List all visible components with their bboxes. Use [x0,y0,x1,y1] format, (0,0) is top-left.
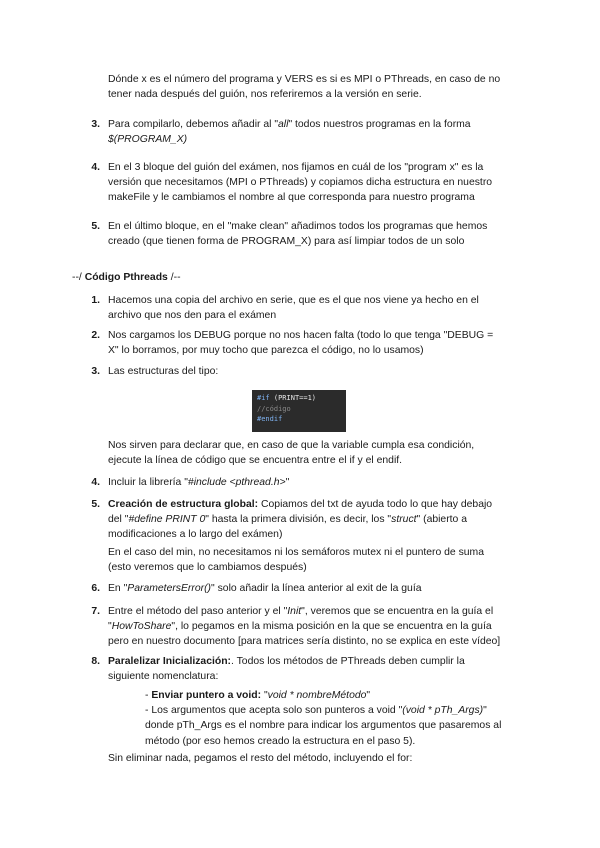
list-item: Paralelizar Inicialización:. Todos los métodos de PThreads deben cumplir la siguiente nomenclatura: [108,656,465,683]
list-number: 1. [91,295,100,306]
list-number: 4. [91,162,100,173]
sub-list: - Enviar puntero a void: "void * nombreMétodo" - Los argumentos que acepta solo son punteros a void "(void * pTh_Args)" donde pTh_Args es el nombre para indicar los argumentos que pasaremos al método (por eso hemos creado la estructura en el paso 5). [145,690,502,747]
list-item: Creación de estructura global: Copiamos del txt de ayuda todo lo que hay debajo del "#define PRINT 0" hasta la primera división, es decir, los "struct" (abierto a modificaciones a lo largo del exámen) [108,499,493,541]
list-number: 7. [91,606,100,617]
list-item: Hacemos una copia del archivo en serie, que es el que nos viene ya hecho en el archivo que nos den para el exámen [108,295,479,322]
list-item: En el último bloque, en el "make clean" añadimos todos los programas que hemos creado (que tienen forma de PROGRAM_X) para así limpiar todos de un solo [108,221,488,248]
list-number: 6. [91,583,100,594]
list-number: 5. [91,221,100,232]
list-number: 3. [91,366,100,377]
list-item: En "ParametersError()" solo añadir la línea anterior al exit de la guía [108,583,422,594]
intro-paragraph: Dónde x es el número del programa y VERS es si es MPI o PThreads, en caso de no tener nada después del guión, nos referiremos a la versión en serie. [108,74,501,101]
list-number: 5. [91,499,100,510]
list-item: Incluir la librería "#include <pthread.h>" [108,477,290,488]
code-snippet: #if (PRINT==1) //código #endif [252,390,346,432]
list-number: 8. [91,656,100,667]
list-number: 3. [91,119,100,130]
list-item-note: En el caso del min, no necesitamos ni los semáforos mutex ni el puntero de suma (esto veremos que lo cambiamos después) [108,547,484,574]
section-heading: --/ Código Pthreads /-- [72,272,181,283]
list-item: Entre el método del paso anterior y el "Init", veremos que se encuentra en la guía el "HowToShare", lo pegamos en la misma posición en la que se encuentra en la guía pero en nuestro documento [para matrices sería distinto, no se explica en este vídeo] [108,606,501,648]
list-item: Para compilarlo, debemos añadir al "all" todos nuestros programas en la forma $(PROGRAM_X) [108,119,471,146]
list-item: Las estructuras del tipo: [108,366,219,377]
list-number: 2. [91,330,100,341]
closing-paragraph: Sin eliminar nada, pegamos el resto del método, incluyendo el for: [108,753,413,764]
list-item: En el 3 bloque del guión del exámen, nos fijamos en cuál de los "program x" es la versión que necesitamos (MPI o PThreads) y copiamos dicha estructura en nuestro makeFile y le cambiamos el nombre al que corresponda para nuestro programa [108,162,493,204]
list-number: 4. [91,477,100,488]
list-item-continuation: Nos sirven para declarar que, en caso de que la variable cumpla esa condición, ejecute la línea de código que se encuentra entre el if y el endif. [108,440,475,467]
list-item: Nos cargamos los DEBUG porque no nos hacen falta (todo lo que tenga "DEBUG = X" lo borramos, por muy tocho que parezca el código, no lo usamos) [108,330,494,357]
